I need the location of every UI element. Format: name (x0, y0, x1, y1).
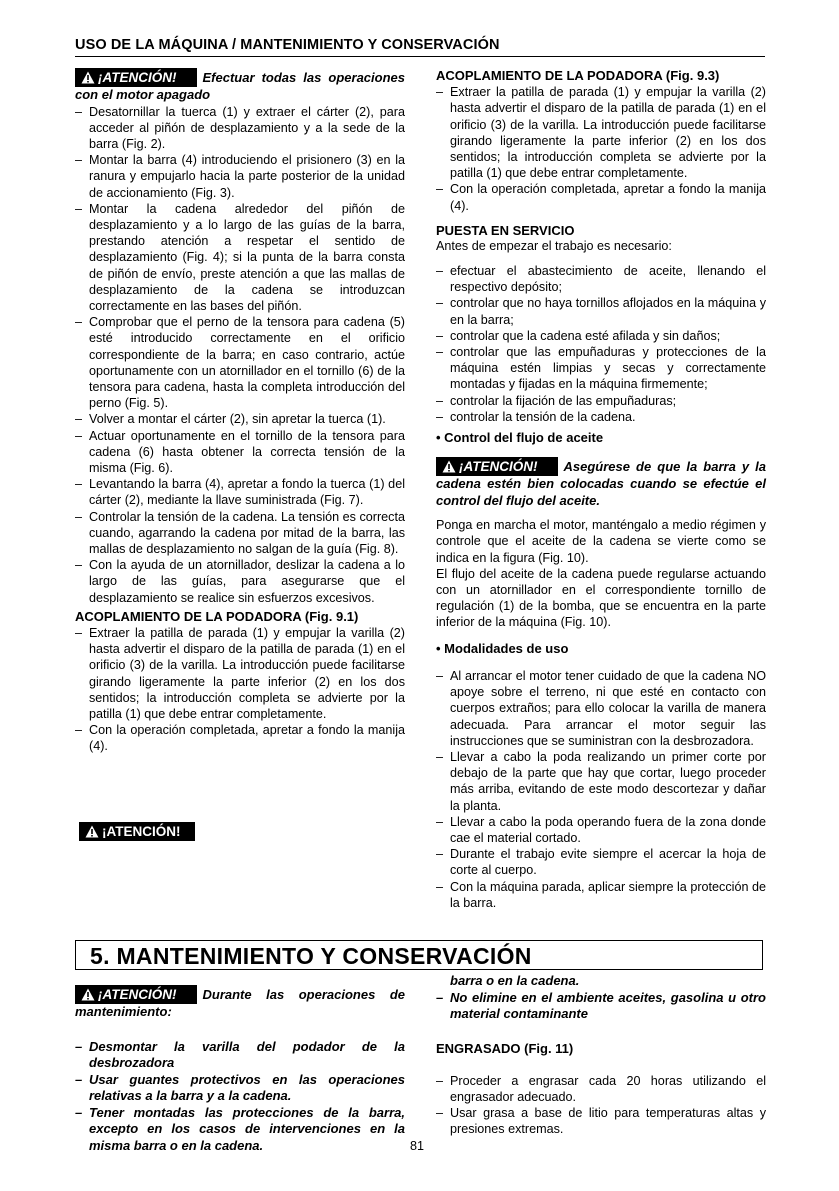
list-item: – controlar que la cadena esté afilada y sin daños; (436, 328, 766, 344)
list-item: – Al arrancar el motor tener cuidado de que la cadena NO apoye sobre el terreno, ni que esté en contacto con cuerpos extraños; para ello colocar la varilla de manera adecuada. Para arrancar el motor seguir las instrucciones que se suministran con la desbrozadora. (436, 668, 766, 749)
list-item: – controlar la fijación de las empuñaduras; (436, 393, 766, 409)
warning-triangle-icon (81, 71, 95, 84)
service-checklist (436, 263, 766, 425)
list-item: – Con la máquina parada, aplicar siempre la protección de la barra. (436, 879, 766, 911)
grease-steps (436, 1073, 766, 1138)
chapter-title: 5. MANTENIMIENTO Y CONSERVACIÓN (75, 940, 763, 970)
list-item: – Actuar oportunamente en el tornillo de la tensora para cadena (6) hasta obtener la correcta tensión de la misma (Fig. 6). (75, 428, 405, 477)
list-item: – Extraer la patilla de parada (1) y empujar la varilla (2) hasta advertir el disparo de la patilla de parada (1) en el orificio (3) de la varilla. La introducción puede facilitarse girando ligeramente la parte inferior (2) en los dos sentidos; la introducción completa se advierte por la patilla (1) que debe entrar completamente. (436, 84, 766, 181)
coupling-heading-9-3: ACOPLAMIENTO DE LA PODADORA (Fig. 9.3) (436, 68, 720, 83)
list-item: – Desmontar la varilla del podador de la desbrozadora (75, 1039, 405, 1072)
list-item: – Llevar a cabo la poda operando fuera de la zona donde cae el material cortado. (436, 814, 766, 846)
page-number: 81 (410, 1139, 425, 1153)
usage-steps (436, 668, 766, 911)
list-item: – Desatornillar la tuerca (1) y extraer el cárter (2), para acceder al piñón de desplazamiento y a la sede de la barra (Fig. 2). (75, 104, 405, 153)
assembly-warning: ¡ATENCIÓN! Efectuar todas las operaciones con el motor apagado (75, 70, 405, 102)
usage-heading: • Modalidades de uso (436, 641, 766, 657)
list-item: – Montar la barra (4) introduciendo el prisionero (3) en la ranura y empujarlo hacia la parte posterior de la unidad de accionamiento (Fig. 3). (75, 152, 405, 201)
list-item: – Llevar a cabo la poda realizando un primer corte por debajo de la parte que hay que cortar, luego proceder más arriba, evitando de este modo descortezar y dañar la planta. (436, 749, 766, 814)
list-item: – controlar que no haya tornillos aflojados en la máquina y en la barra; (436, 295, 766, 327)
service-heading: PUESTA EN SERVICIO (436, 222, 575, 238)
warning-badge: ¡ATENCIÓN! (436, 457, 558, 476)
oil-flow-paragraph-1: Ponga en marcha el motor, manténgalo a medio régimen y controle que el aceite de la cadena se vierte como se indica en la figura (Fig. 10). (436, 518, 766, 565)
list-item: – controlar la tensión de la cadena. (436, 409, 766, 425)
list-item: – Controlar la tensión de la cadena. La tensión es correcta cuando, agarrando la cadena por mitad de la barra, las mallas de desplazamiento no salgan de la guía (Fig. 8). (75, 509, 405, 558)
list-item: – Extraer la patilla de parada (1) y empujar la varilla (2) hasta advertir el disparo de la patilla de parada (1) en el orificio (3) de la varilla. La introducción puede facilitarse girando ligeramente la parte inferior (2) en los dos sentidos; la introducción completa se advierte por la patilla (1) que debe entrar completamente. (75, 625, 405, 722)
maintenance-rules-continued (436, 990, 766, 1023)
warning-triangle-icon (81, 988, 95, 1001)
list-item: – Comprobar que el perno de la tensora para cadena (5) esté introducido correctamente en el orificio correspondiente de la barra; en caso contrario, actúe oportunamente con un atornillador en el tornillo (6) de la tensora para cadena, hasta la completa introducción del perno (Fig. 5). (75, 314, 405, 411)
warning-triangle-icon (442, 460, 456, 473)
list-item: – Proceder a engrasar cada 20 horas utilizando el engrasador adecuado. (436, 1073, 766, 1105)
warning-badge: ¡ATENCIÓN! (75, 68, 197, 87)
assembly-steps (75, 104, 405, 606)
right-column (436, 68, 766, 911)
oil-flow-heading: • Control del flujo de aceite (436, 430, 766, 446)
oil-flow-paragraph-2: El flujo del aceite de la cadena puede regularse actuando con un atornillador en el correspondiente tornillo de regulación (1) de la bomba, que se encuentra en la parte inferior de la máquina (Fig. 10). (436, 566, 766, 630)
warning-triangle-icon (85, 825, 99, 838)
coupling-steps-9-1 (75, 625, 405, 755)
list-item: – Con la operación completada, apretar a fondo la manija (4). (75, 722, 405, 754)
coupling-steps-9-3 (436, 84, 766, 214)
list-item: – No elimine en el ambiente aceites, gasolina u otro material contaminante (436, 990, 766, 1023)
standalone-warning (79, 822, 201, 841)
service-intro: Antes de empezar el trabajo es necesario: (436, 238, 672, 253)
list-item: – Volver a montar el cárter (2), sin apretar la tuerca (1). (75, 411, 405, 427)
maintenance-rules (75, 1039, 405, 1154)
list-item: – Durante el trabajo evite siempre el acercar la hoja de corte al cuerpo. (436, 846, 766, 878)
warning-badge: ¡ATENCIÓN! (79, 822, 195, 841)
maintenance-left-column (75, 985, 405, 1154)
list-item: – Con la ayuda de un atornillador, deslizar la cadena a lo largo de las guías, para asegurarse que el desplazamiento se realice sin esfuerzos excesivos. (75, 557, 405, 606)
page-header: USO DE LA MÁQUINA / MANTENIMIENTO Y CONSERVACIÓN (75, 37, 765, 57)
list-item: – Con la operación completada, apretar a fondo la manija (4). (436, 181, 766, 213)
left-column (75, 68, 405, 755)
maintenance-warning: ¡ATENCIÓN! Durante las operaciones de mantenimiento: (75, 987, 405, 1019)
oil-flow-warning: ¡ATENCIÓN! Asegúrese de que la barra y la cadena estén bien colocadas cuando se efectúe el control del flujo del aceite. (436, 459, 766, 508)
list-item: – Levantando la barra (4), apretar a fondo la tuerca (1) del cárter (2), mediante la llave suministrada (Fig. 7). (75, 476, 405, 508)
list-item: – Tener montadas las protecciones de la barra, excepto en los casos de intervenciones en la misma barra o en la cadena. (75, 1105, 405, 1154)
list-item: – Usar guantes protectivos en las operaciones relativas a la barra y a la cadena. (75, 1072, 405, 1105)
warning-badge: ¡ATENCIÓN! (75, 985, 197, 1004)
maintenance-rule-continuation: barra o en la cadena. (450, 973, 580, 988)
list-item: – Usar grasa a base de litio para temperaturas altas y presiones extremas. (436, 1105, 766, 1137)
maintenance-right-column (436, 973, 766, 1138)
list-item: – Montar la cadena alrededor del piñón de desplazamiento y a lo largo de las guías de la barra, prestando atención a respetar el sentido de desplazamiento (Fig. 4); si la punta de la barra consta de piñón de envío, preste atención a que las mallas de desplazamiento de la cadena se introduzcan correctamente en las bases del piñón. (75, 201, 405, 314)
coupling-heading-9-1: ACOPLAMIENTO DE LA PODADORA (Fig. 9.1) (75, 608, 359, 624)
list-item: – efectuar el abastecimiento de aceite, llenando el respectivo depósito; (436, 263, 766, 295)
grease-heading: ENGRASADO (Fig. 11) (436, 1040, 574, 1056)
list-item: – controlar que las empuñaduras y protecciones de la máquina estén limpias y secas y correctamente montadas y fijadas en la máquina firmemente; (436, 344, 766, 393)
